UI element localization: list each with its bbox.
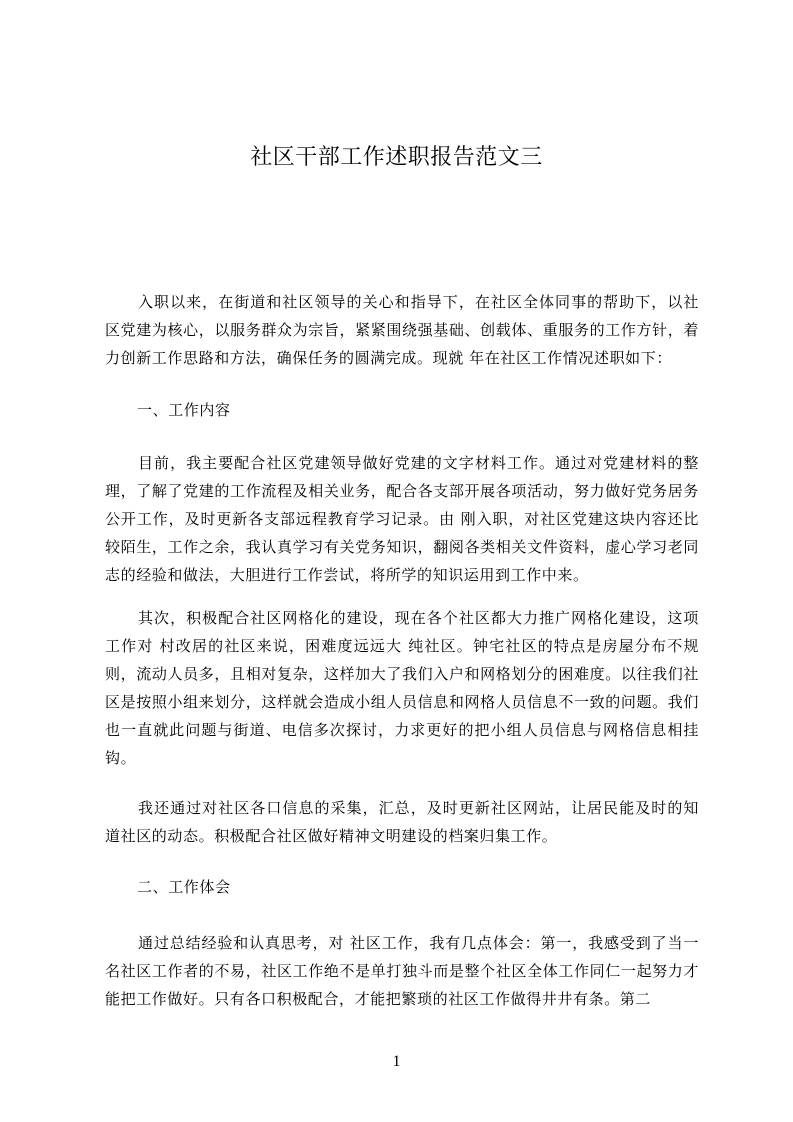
work-content-paragraph-1: 目前，我主要配合社区党建领导做好党建的文字材料工作。通过对党建材料的整理，了解了党建的工作流程及相关业务，配合各支部开展各项活动，努力做好党务居务公开工作，及时更新各支部远程教育学习记录。由 刚入职，对社区党建这块内容还比较陌生，工作之余，我认真学习有关党务知识，翻阅各类相关文件资料，虚心学习老同志的经验和做法，大胆进行工作尝试，将所学的知识运用到工作中来。 [105,454,699,584]
section-heading-work-content: 一、工作内容 [137,401,231,419]
page-number: 1 [392,1053,401,1070]
document-title: 社区干部工作述职报告范文三 [250,145,543,170]
intro-paragraph: 入职以来，在街道和社区领导的关心和指导下，在社区全体同事的帮助下，以社区党建为核心，以服务群众为宗旨，紧紧围绕强基础、创载体、重服务的工作方针，着力创新工作思路和方法，确保任务的圆满完成。现就 年在社区工作情况述职如下： [105,293,699,367]
work-content-paragraph-3: 我还通过对社区各口信息的采集，汇总，及时更新社区网站，让居民能及时的知道社区的动态。积极配合社区做好精神文明建设的档案归集工作。 [105,799,699,845]
work-content-paragraph-2: 其次，积极配合社区网格化的建设，现在各个社区都大力推广网格化建设，这项工作对 村改居的社区来说，困难度远远大 纯社区。钟宅社区的特点是房屋分布不规则，流动人员多，且相对复杂，这样加大了我们入户和网格划分的困难度。以往我们社区是按照小组来划分，这样就会造成小组人员信息和网格人员信息不一致的问题。我们也一直就此问题与街道、电信多次探讨，力求更好的把小组人员信息与网格信息相挂钩。 [105,609,699,767]
section-heading-work-reflection: 二、工作体会 [137,878,231,896]
work-reflection-paragraph-1: 通过总结经验和认真思考，对 社区工作，我有几点体会：第一，我感受到了当一名社区工作者的不易，社区工作绝不是单打独斗而是整个社区全体工作同仁一起努力才能把工作做好。只有各口积极配合，才能把繁琐的社区工作做得井井有条。第二 [105,934,699,1008]
